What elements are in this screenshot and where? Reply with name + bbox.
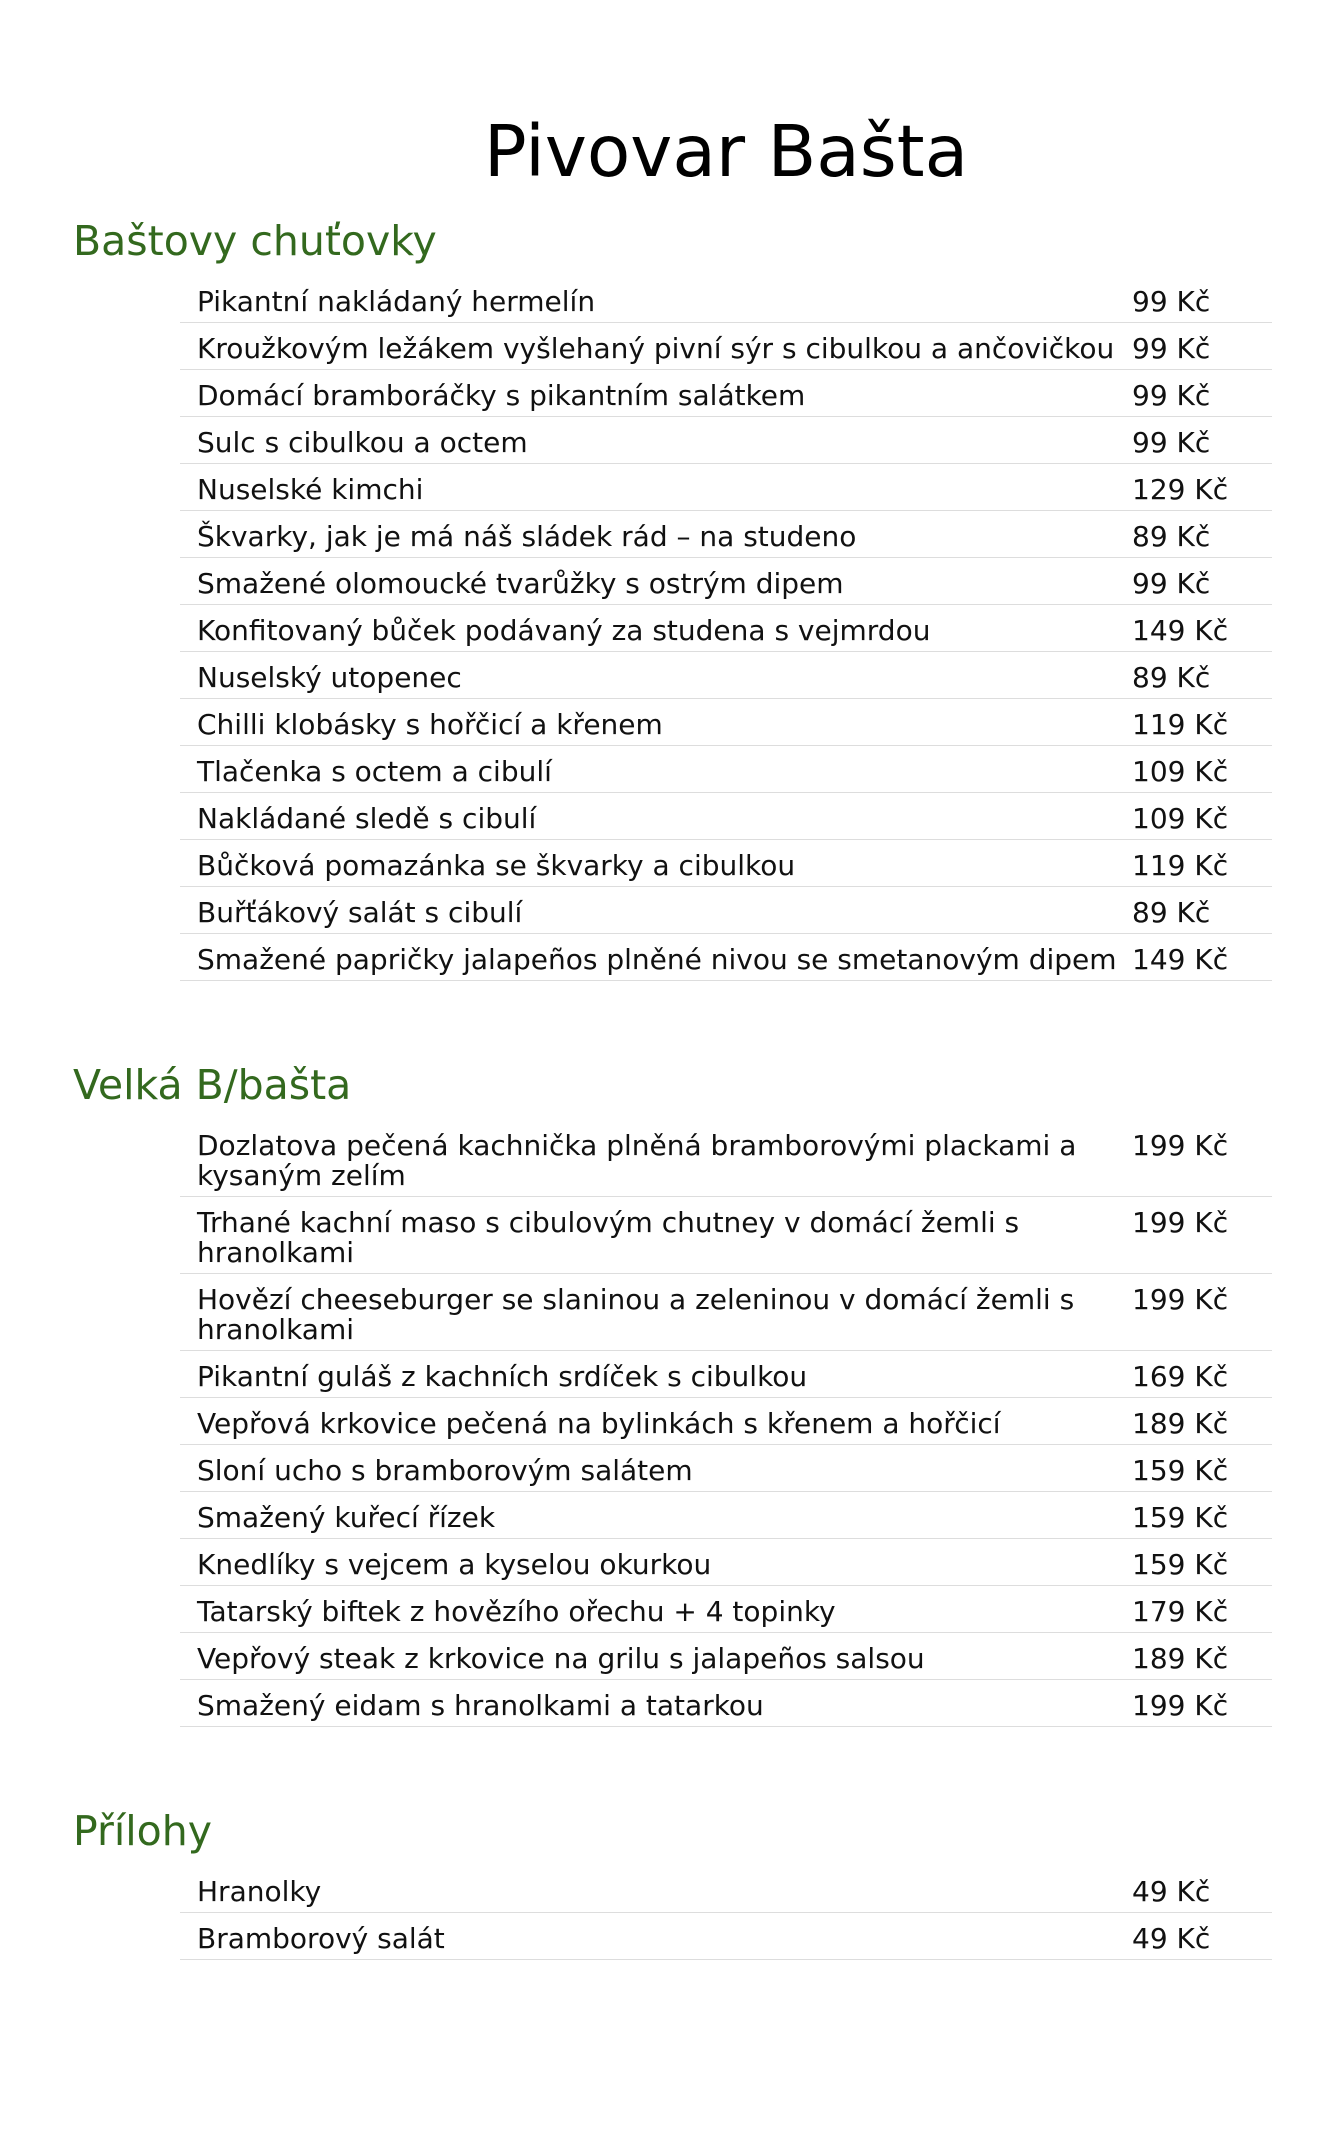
item-price: 149 Kč [1132, 614, 1229, 647]
section-heading: Přílohy [73, 1807, 212, 1855]
menu [0, 217, 1319, 2040]
item-name: Domácí bramboráčky s pikantním salátkem [197, 379, 806, 412]
menu-item [180, 1351, 1272, 1398]
menu-item [180, 1633, 1272, 1680]
menu-item [180, 558, 1272, 605]
item-name: Sulc s cibulkou a octem [197, 426, 528, 459]
item-price: 159 Kč [1132, 1501, 1229, 1534]
item-name: Hovězí cheeseburger se slaninou a zeleninou v domácí žemli s hranolkami [197, 1283, 1075, 1346]
item-price: 89 Kč [1132, 896, 1211, 929]
menu-item [180, 464, 1272, 511]
item-name: Nuselské kimchi [197, 473, 424, 506]
menu-item [180, 1866, 1272, 1913]
item-name: Tatarský biftek z hovězího ořechu + 4 topinky [197, 1595, 836, 1628]
item-name: Konfitovaný bůček podávaný za studena s vejmrdou [197, 614, 931, 647]
item-name: Kroužkovým ležákem vyšlehaný pivní sýr s cibulkou a ančovičkou [197, 332, 1115, 365]
item-price: 99 Kč [1132, 379, 1211, 412]
menu-item [180, 1680, 1272, 1727]
item-price: 99 Kč [1132, 285, 1211, 318]
item-price: 159 Kč [1132, 1548, 1229, 1581]
item-name: Vepřová krkovice pečená na bylinkách s křenem a hořčicí [197, 1407, 1001, 1440]
item-price: 169 Kč [1132, 1360, 1229, 1393]
item-name: Smažený kuřecí řízek [197, 1501, 496, 1534]
menu-item [180, 793, 1272, 840]
item-price: 149 Kč [1132, 943, 1229, 976]
menu-item [180, 1398, 1272, 1445]
menu-item [180, 1586, 1272, 1633]
item-name: Dozlatova pečená kachnička plněná bramborovými plackami a kysaným zelím [197, 1129, 1077, 1192]
section-heading: Velká B/bašta [73, 1061, 352, 1109]
item-price: 199 Kč [1132, 1206, 1229, 1239]
item-name: Pikantní nakládaný hermelín [197, 285, 596, 318]
item-price: 119 Kč [1132, 708, 1229, 741]
item-name: Buřťákový salát s cibulí [197, 896, 523, 929]
menu-item-list [180, 276, 1272, 981]
item-price: 159 Kč [1132, 1454, 1229, 1487]
menu-item [180, 652, 1272, 699]
item-price: 179 Kč [1132, 1595, 1229, 1628]
item-name: Knedlíky s vejcem a kyselou okurkou [197, 1548, 712, 1581]
item-name: Chilli klobásky s hořčicí a křenem [197, 708, 663, 741]
item-price: 99 Kč [1132, 567, 1211, 600]
menu-item [180, 511, 1272, 558]
menu-item [180, 1539, 1272, 1586]
item-price: 199 Kč [1132, 1689, 1229, 1722]
item-name: Nuselský utopenec [197, 661, 462, 694]
item-price: 189 Kč [1132, 1407, 1229, 1440]
section-heading: Baštovy chuťovky [73, 217, 437, 265]
menu-item-list [180, 1866, 1272, 1960]
item-price: 109 Kč [1132, 802, 1229, 835]
item-name: Smažený eidam s hranolkami a tatarkou [197, 1689, 764, 1722]
menu-item [180, 1274, 1272, 1351]
item-price: 119 Kč [1132, 849, 1229, 882]
item-name: Nakládané sledě s cibulí [197, 802, 537, 835]
menu-item [180, 1445, 1272, 1492]
menu-item [180, 934, 1272, 981]
item-price: 129 Kč [1132, 473, 1229, 506]
menu-item [180, 699, 1272, 746]
item-price: 189 Kč [1132, 1642, 1229, 1675]
menu-item [180, 1492, 1272, 1539]
menu-item [180, 1120, 1272, 1197]
menu-item [180, 746, 1272, 793]
item-name: Tlačenka s octem a cibulí [197, 755, 552, 788]
item-name: Bůčková pomazánka se škvarky a cibulkou [197, 849, 796, 882]
item-name: Vepřový steak z krkovice na grilu s jalapeños salsou [197, 1642, 925, 1675]
section-prilohy [0, 1807, 1319, 1960]
item-name: Škvarky, jak je má náš sládek rád – na studeno [197, 520, 857, 553]
menu-item [180, 417, 1272, 464]
menu-item [180, 1197, 1272, 1274]
item-price: 99 Kč [1132, 332, 1211, 365]
menu-item [180, 605, 1272, 652]
menu-item [180, 276, 1272, 323]
item-price: 49 Kč [1132, 1875, 1211, 1908]
item-price: 89 Kč [1132, 520, 1211, 553]
menu-item [180, 1913, 1272, 1960]
menu-item [180, 840, 1272, 887]
menu-item [180, 887, 1272, 934]
section-velka-basta [0, 1061, 1319, 1727]
item-price: 199 Kč [1132, 1129, 1229, 1162]
item-name: Smažené olomoucké tvarůžky s ostrým dipem [197, 567, 844, 600]
item-name: Trhané kachní maso s cibulovým chutney v domácí žemli s hranolkami [197, 1206, 1020, 1269]
section-bastovy-chutovky [0, 217, 1319, 981]
item-price: 199 Kč [1132, 1283, 1229, 1316]
menu-item [180, 323, 1272, 370]
item-name: Bramborový salát [197, 1922, 445, 1955]
item-name: Sloní ucho s bramborovým salátem [197, 1454, 693, 1487]
item-price: 99 Kč [1132, 426, 1211, 459]
item-price: 109 Kč [1132, 755, 1229, 788]
item-price: 49 Kč [1132, 1922, 1211, 1955]
item-name: Pikantní guláš z kachních srdíček s cibulkou [197, 1360, 808, 1393]
page-title: Pivovar Bašta [483, 110, 969, 193]
item-name: Hranolky [197, 1875, 322, 1908]
item-name: Smažené papričky jalapeños plněné nivou se smetanovým dipem [197, 943, 1117, 976]
menu-item [180, 370, 1272, 417]
item-price: 89 Kč [1132, 661, 1211, 694]
menu-item-list [180, 1120, 1272, 1727]
